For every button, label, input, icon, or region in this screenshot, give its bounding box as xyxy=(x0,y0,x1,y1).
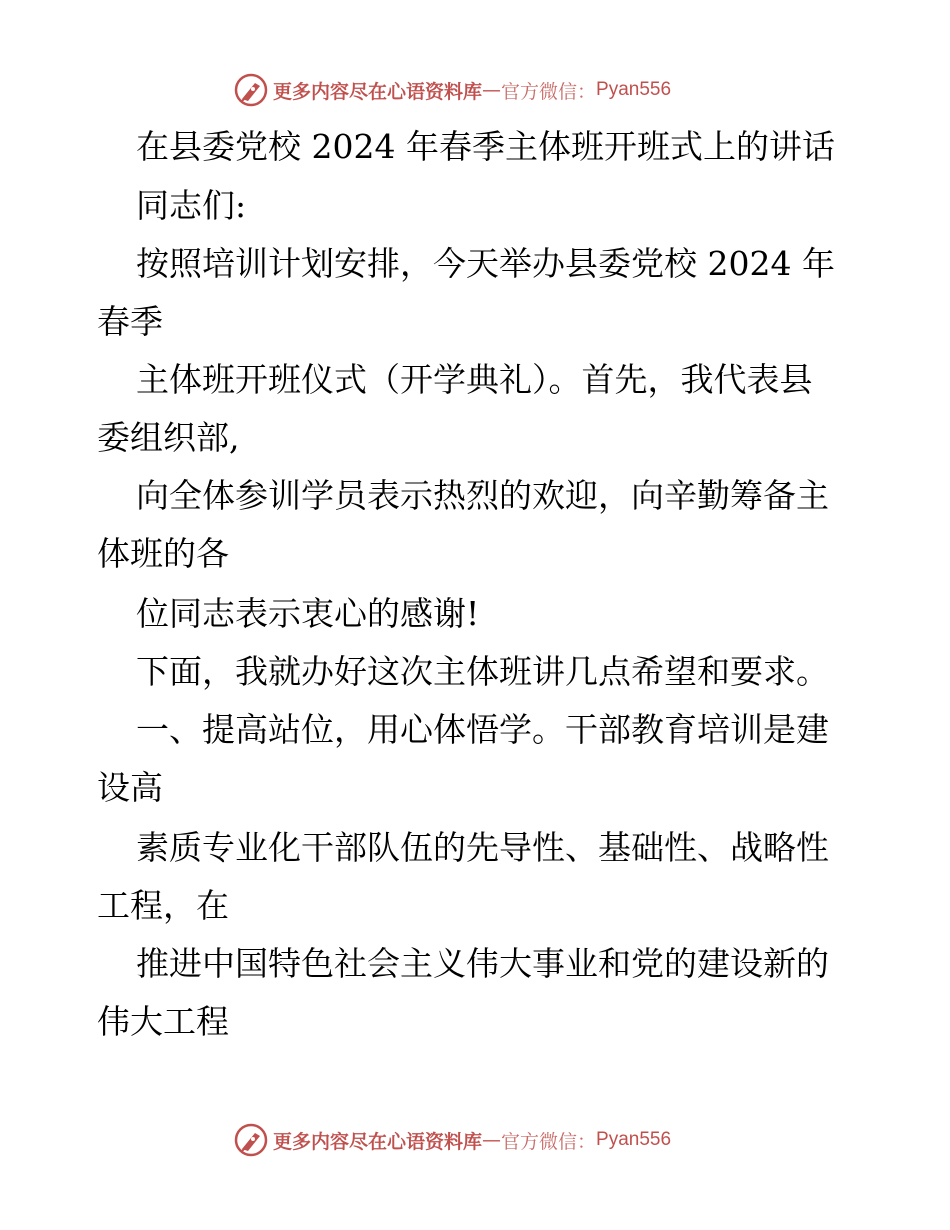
paragraph-line: 设高 xyxy=(97,768,163,807)
paragraph-line: 体班的各 xyxy=(97,534,229,573)
paragraph-line: 按照培训计划安排，今天举办县委党校 2024 年 xyxy=(136,244,835,283)
watermark-wechat-label: 官方微信： xyxy=(501,1130,597,1153)
paragraph-line: 委组织部, xyxy=(97,418,240,457)
paragraph-line: 向全体参训学员表示热烈的欢迎，向辛勤筹备主 xyxy=(136,476,829,515)
paragraph-line: 一、提高站位，用心体悟学。干部教育培训是建 xyxy=(136,710,829,749)
paragraph-line: 素质专业化干部队伍的先导性、基础性、战略性 xyxy=(136,828,829,867)
pen-nib-logo-icon xyxy=(233,72,269,108)
paragraph-line: 伟大工程 xyxy=(97,1002,229,1041)
pen-nib-logo-icon xyxy=(233,1122,269,1158)
paragraph-line: 工程，在 xyxy=(97,886,229,925)
watermark-separator: — xyxy=(482,79,502,101)
header-watermark xyxy=(233,72,671,108)
paragraph-line: 春季 xyxy=(97,302,163,341)
watermark-title: 更多内容尽在心语资料库 xyxy=(273,80,483,103)
watermark-wechat-id: Pyan556 xyxy=(596,1129,672,1150)
paragraph-line: 位同志表示衷心的感谢! xyxy=(136,594,480,633)
document-title: 在县委党校 2024 年春季主体班开班式上的讲话 xyxy=(136,127,835,166)
watermark-separator: — xyxy=(482,1129,502,1151)
watermark-wechat-id: Pyan556 xyxy=(596,79,672,100)
salutation: 同志们: xyxy=(136,186,247,225)
paragraph-line: 主体班开班仪式（开学典礼）。首先，我代表县 xyxy=(136,360,813,399)
watermark-title: 更多内容尽在心语资料库 xyxy=(273,1130,483,1153)
watermark-wechat-label: 官方微信： xyxy=(501,80,597,103)
footer-watermark xyxy=(233,1122,671,1158)
paragraph-line: 下面，我就办好这次主体班讲几点希望和要求。 xyxy=(136,652,829,691)
paragraph-line: 推进中国特色社会主义伟大事业和党的建设新的 xyxy=(136,944,829,983)
